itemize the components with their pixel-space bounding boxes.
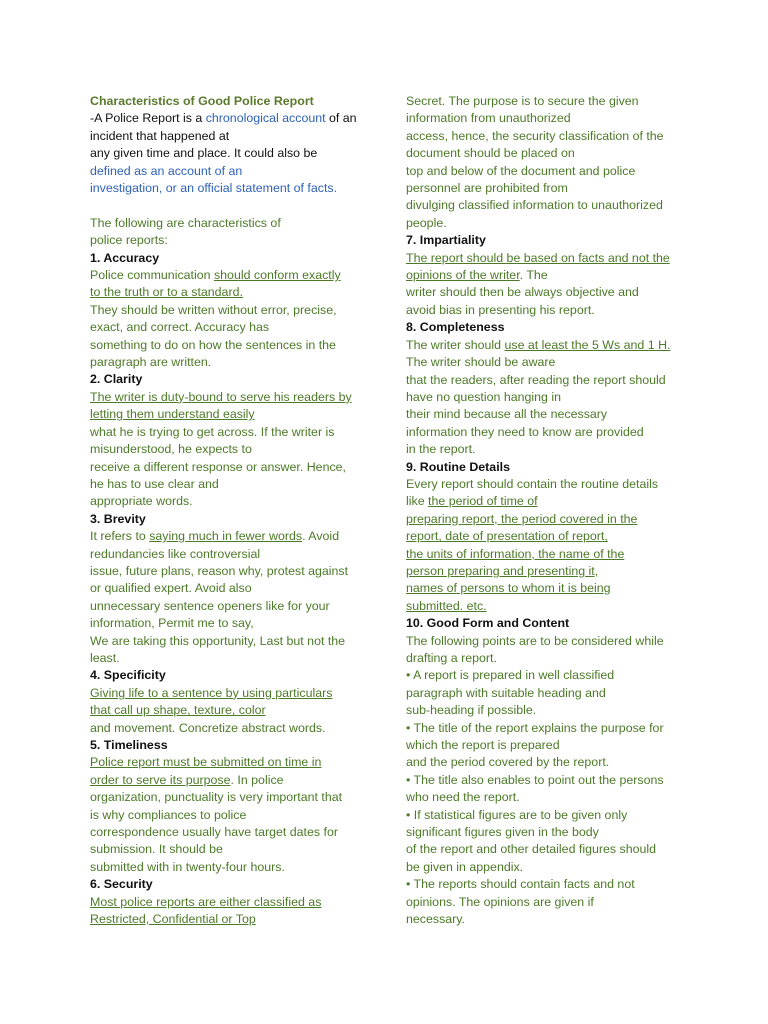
impartiality-line: opinions of the writer. The [406, 268, 548, 283]
clarity-line: appropriate words. [90, 494, 193, 509]
specificity-line: and movement. Concretize abstract words. [90, 720, 326, 735]
form-line: drafting a report. [406, 651, 497, 665]
routine-line: like the period of time of [406, 494, 538, 509]
heading-routine-details: 9. Routine Details [406, 459, 510, 474]
clarity-line: letting them understand easily [90, 407, 255, 422]
timeliness-line: is why compliances to police [90, 807, 247, 822]
brevity-line: redundancies like controversial [90, 546, 261, 561]
completeness-line: information they need to know are provided [406, 424, 644, 439]
clarity-line: what he is trying to get across. If the writer is [90, 424, 335, 439]
form-line: paragraph with suitable heading and [406, 685, 606, 700]
clarity-line: misunderstood, he expects to [90, 442, 252, 457]
document-title: Characteristics of Good Police Report [90, 94, 314, 108]
routine-line: submitted. etc. [406, 598, 487, 613]
specificity-line: that call up shape, texture, color [90, 703, 266, 718]
form-line: necessary. [406, 912, 465, 927]
completeness-line: The writer should use at least the 5 Ws and 1 H. [406, 337, 671, 352]
intro-line: defined as an account of an [90, 163, 243, 178]
impartiality-line: avoid bias in presenting his report. [406, 302, 595, 317]
heading-good-form: 10. Good Form and Content [406, 616, 570, 631]
completeness-line: have no question hanging in [406, 389, 562, 404]
heading-security: 6. Security [90, 877, 153, 892]
form-line: The following points are to be considered while [406, 633, 664, 648]
brevity-line: unnecessary sentence openers like for your [90, 598, 330, 613]
security-cont-line: document should be placed on [406, 146, 575, 161]
routine-line: Every report should contain the routine details [406, 476, 659, 491]
heading-clarity: 2. Clarity [90, 372, 143, 387]
heading-completeness: 8. Completeness [406, 320, 505, 335]
security-cont-line: people. [406, 215, 447, 230]
security-line: Most police reports are either classified as [90, 894, 322, 909]
clarity-line: receive a different response or answer. Hence, [90, 459, 346, 474]
accuracy-line: exact, and correct. Accuracy has [90, 320, 270, 335]
security-cont-line: top and below of the document and police [406, 163, 636, 178]
accuracy-line: paragraph are written. [90, 355, 212, 370]
completeness-line: their mind because all the necessary [406, 407, 608, 422]
left-column [90, 93, 365, 928]
form-line: which the report is prepared [406, 738, 560, 753]
impartiality-line: writer should then be always objective and [406, 285, 639, 300]
security-cont-line: divulging classified information to unauthorized [406, 198, 663, 213]
accuracy-line: They should be written without error, precise, [90, 302, 337, 317]
clarity-line: he has to use clear and [90, 476, 219, 491]
brevity-line: We are taking this opportunity, Last but not the [90, 633, 346, 648]
routine-line: person preparing and presenting it, [406, 563, 599, 578]
timeliness-line: Police report must be submitted on time in [90, 755, 322, 770]
clarity-line: The writer is duty-bound to serve his readers by [90, 389, 352, 404]
routine-line: names of persons to whom it is being [406, 581, 611, 596]
brevity-line: issue, future plans, reason why, protest against [90, 563, 349, 578]
timeliness-line: submission. It should be [90, 842, 223, 857]
form-bullet-line: • The title of the report explains the purpose for [406, 720, 664, 735]
form-bullet-line: • The reports should contain facts and not [406, 877, 635, 892]
lead-line: police reports: [90, 233, 168, 248]
form-line: and the period covered by the report. [406, 755, 610, 770]
timeliness-line: organization, punctuality is very important that [90, 790, 343, 805]
accuracy-line: something to do on how the sentences in the [90, 337, 336, 352]
heading-specificity: 4. Specificity [90, 668, 166, 683]
intro-line: any given time and place. It could also be [90, 146, 318, 161]
form-bullet-line: • A report is prepared in well classified [406, 668, 615, 683]
form-line: significant figures given in the body [406, 825, 599, 840]
spacer [90, 197, 365, 214]
form-line: opinions. The opinions are given if [406, 894, 594, 909]
routine-line: report, date of presentation of report, [406, 529, 608, 544]
form-bullet-line: • If statistical figures are to be given only [406, 807, 628, 822]
security-cont-line: personnel are prohibited from [406, 181, 568, 196]
brevity-line: least. [90, 650, 120, 665]
heading-timeliness: 5. Timeliness [90, 738, 168, 753]
routine-line: the units of information, the name of the [406, 546, 625, 561]
security-line: Restricted, Confidential or Top [90, 912, 256, 927]
security-cont-line: access, hence, the security classification of the [406, 128, 664, 143]
timeliness-line: order to serve its purpose. In police [90, 772, 284, 787]
timeliness-line: correspondence usually have target dates for [90, 825, 338, 840]
form-line: of the report and other detailed figures should [406, 842, 657, 857]
right-column [406, 93, 684, 929]
heading-impartiality: 7. Impartiality [406, 233, 486, 248]
accuracy-line: Police communication should conform exactly [90, 268, 341, 283]
security-cont-line: information from unauthorized [406, 111, 571, 126]
impartiality-line: The report should be based on facts and not the [406, 250, 670, 265]
routine-line: preparing report, the period covered in the [406, 511, 638, 526]
specificity-line: Giving life to a sentence by using particulars [90, 685, 333, 700]
heading-accuracy: 1. Accuracy [90, 250, 160, 265]
completeness-line: that the readers, after reading the report should [406, 372, 666, 387]
completeness-line: in the report. [406, 442, 476, 457]
heading-brevity: 3. Brevity [90, 511, 146, 526]
completeness-line: The writer should be aware [406, 355, 556, 370]
lead-line: The following are characteristics of [90, 215, 281, 230]
brevity-line: It refers to saying much in fewer words. Avoid [90, 529, 340, 544]
form-line: who need the report. [406, 790, 520, 805]
security-cont-line: Secret. The purpose is to secure the given [406, 94, 639, 108]
form-line: be given in appendix. [406, 859, 524, 874]
intro-line: investigation, or an official statement of facts. [90, 181, 338, 196]
brevity-line: information, Permit me to say, [90, 616, 254, 631]
brevity-line: or qualified expert. Avoid also [90, 581, 252, 596]
form-line: sub-heading if possible. [406, 703, 537, 718]
intro-line: -A Police Report is a chronological account of an [90, 111, 357, 126]
timeliness-line: submitted with in twenty-four hours. [90, 859, 285, 874]
form-bullet-line: • The title also enables to point out the persons [406, 772, 664, 787]
accuracy-line: to the truth or to a standard. [90, 285, 243, 300]
intro-line: incident that happened at [90, 128, 230, 143]
